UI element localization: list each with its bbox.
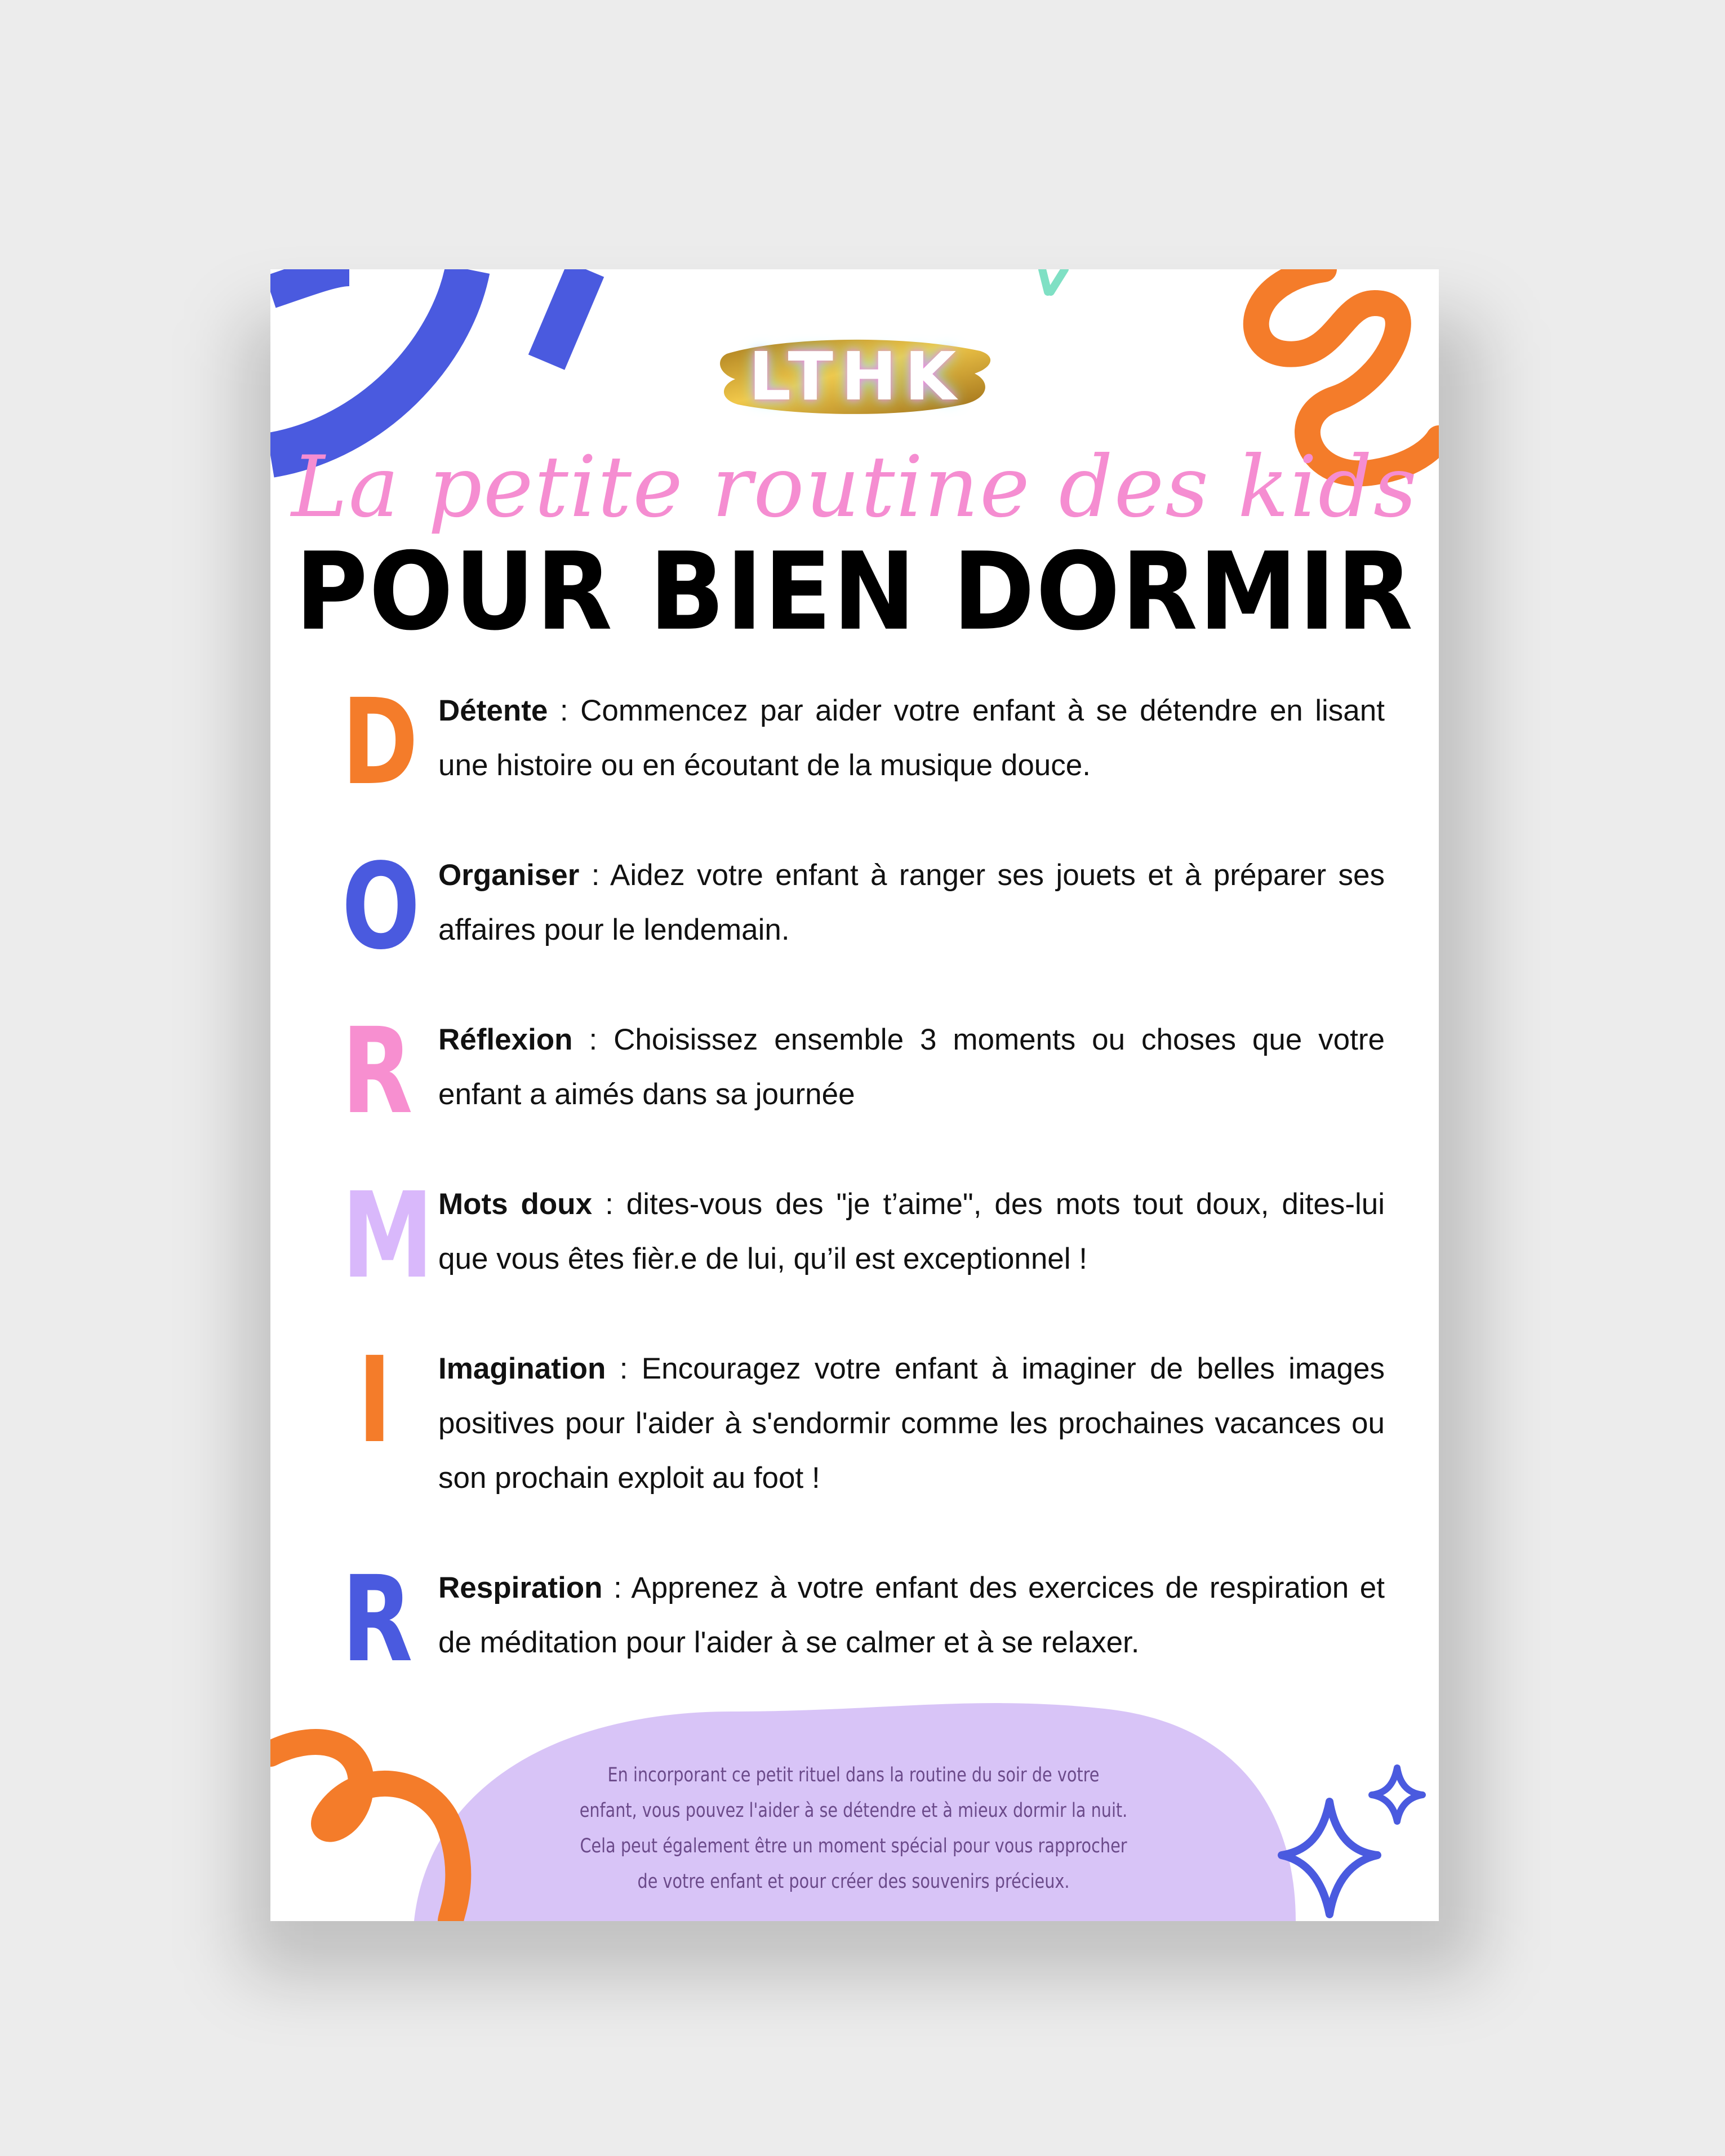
item-description: : Encouragez votre enfant à imaginer de belles images positives pour l'aider à s'endormir comme les prochaines vacances ou son prochain exploit au foot ! bbox=[438, 1352, 1385, 1495]
acrostic-letter: R bbox=[341, 1002, 413, 1140]
sparkle-small-icon bbox=[1372, 1768, 1422, 1821]
blue-stroke-shape bbox=[546, 269, 586, 362]
poster bbox=[270, 269, 1439, 1921]
acrostic-letter: D bbox=[341, 673, 419, 811]
item-text bbox=[438, 848, 1385, 957]
item-description: : Choisissez ensemble 3 moments ou choses que votre enfant a aimés dans sa journée bbox=[438, 1023, 1385, 1111]
item-text bbox=[438, 1177, 1385, 1286]
logo-text: LTHK bbox=[748, 337, 964, 415]
item-description: : Apprenez à votre enfant des exercices de respiration et de méditation pour l'aider à se calmer et à se relaxer. bbox=[438, 1571, 1385, 1659]
acrostic-letter: R bbox=[341, 1550, 413, 1688]
brand-logo bbox=[715, 320, 997, 433]
acrostic-letter: I bbox=[357, 1331, 392, 1469]
item-term: Imagination bbox=[438, 1352, 606, 1385]
acrostic-letter: O bbox=[341, 838, 420, 976]
item-text bbox=[438, 683, 1385, 793]
item-term: Respiration bbox=[438, 1571, 603, 1604]
item-term: Mots doux bbox=[438, 1188, 593, 1221]
script-title: La petite routine des kids bbox=[291, 438, 1418, 536]
item-description: : dites-vous des "je t’aime", des mots tout doux, dites-lui que vous êtes fièr.e de lui, qu’il est exceptionnel ! bbox=[438, 1188, 1385, 1275]
item-description: : Aidez votre enfant à ranger ses jouets et à préparer ses affaires pour le lendemain. bbox=[438, 859, 1385, 946]
item-term: Organiser bbox=[438, 859, 580, 892]
item-text bbox=[438, 1561, 1385, 1670]
main-title: POUR BIEN DORMIR bbox=[295, 529, 1415, 655]
footer-text: En incorporant ce petit rituel dans la routine du soir de votre enfant, vous pouvez l'aider à se détendre et à mieux dormir la nuit. Cela peut également être un moment spécial pour vous rapprocher de votre enfant et pour créer des souvenirs précieux. bbox=[579, 1764, 1128, 1893]
item-text bbox=[438, 1012, 1385, 1122]
item-text bbox=[438, 1341, 1385, 1505]
blue-arc-shape bbox=[270, 269, 349, 292]
acrostic-letter: M bbox=[341, 1167, 434, 1305]
item-term: Réflexion bbox=[438, 1023, 573, 1056]
item-description: : Commencez par aider votre enfant à se détendre en lisant une histoire ou en écoutant de la musique douce. bbox=[438, 694, 1385, 782]
item-term: Détente bbox=[438, 694, 548, 727]
mint-tick-shape bbox=[1042, 269, 1065, 292]
sparkle-large-icon bbox=[1282, 1802, 1377, 1914]
